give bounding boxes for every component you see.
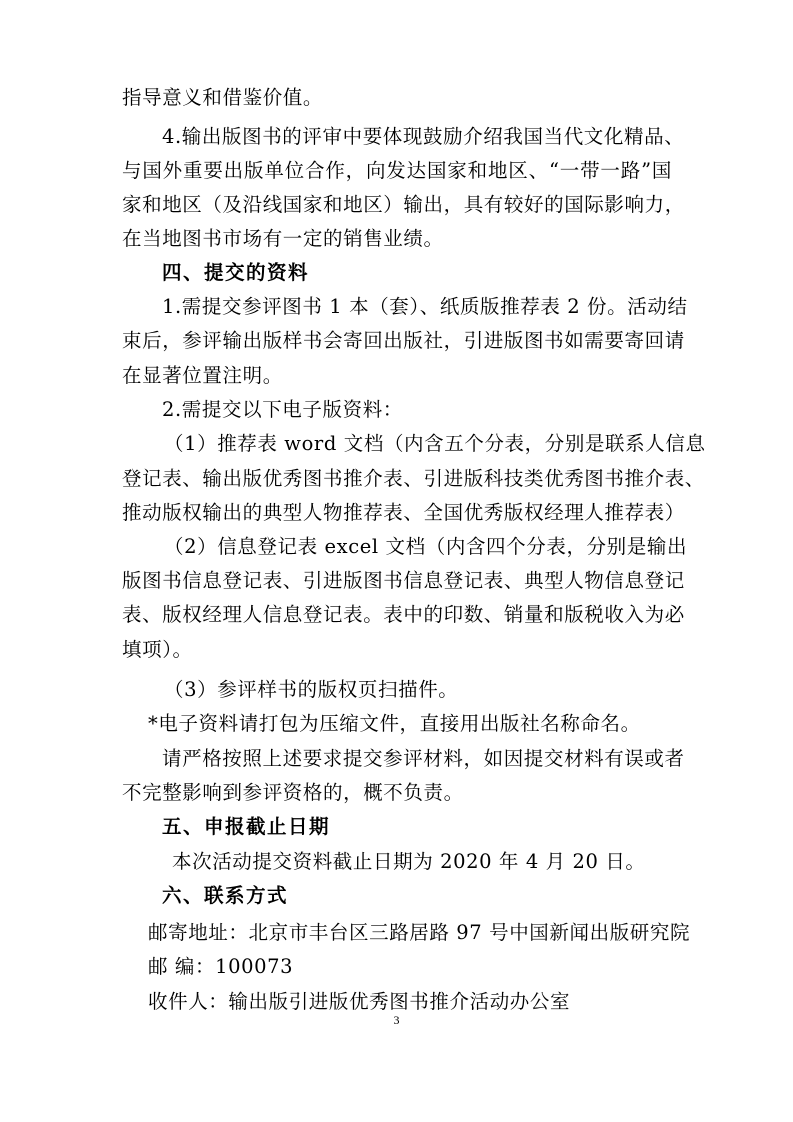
text-line: 本次活动提交资料截止日期为 2020 年 4 月 20 日。 <box>172 850 646 873</box>
text-line: 2.需提交以下电子版资料： <box>162 398 403 421</box>
text-line: 表、版权经理人信息登记表。表中的印数、销量和版税收入为必 <box>122 603 685 626</box>
text-line: 在当地图书市场有一定的销售业绩。 <box>122 227 444 250</box>
text-line: 版图书信息登记表、引进版图书信息登记表、典型人物信息登记 <box>122 569 685 592</box>
text-line: 登记表、输出版优秀图书推介表、引进版科技类优秀图书推介表、 <box>122 467 705 490</box>
text-line: （3）参评样书的版权页扫描件。 <box>164 678 459 701</box>
text-line: 家和地区（及沿线国家和地区）输出，具有较好的国际影响力， <box>122 193 685 216</box>
text-line: 4.输出版图书的评审中要体现鼓励介绍我国当代文化精品、 <box>162 125 685 148</box>
section-heading: 六、联系方式 <box>162 884 289 907</box>
text-line: *电子资料请打包为压缩文件，直接用出版社名称命名。 <box>148 712 641 735</box>
text-line: 填项）。 <box>122 638 193 661</box>
text-line: 推动版权输出的典型人物推荐表、全国优秀版权经理人推荐表） <box>122 501 685 524</box>
text-line: （1）推荐表 word 文档（内含五个分表，分别是联系人信息 <box>164 432 706 455</box>
section-heading: 五、申报截止日期 <box>162 815 331 838</box>
text-line: 邮 编：100073 <box>148 955 294 978</box>
text-line: 1.需提交参评图书 1 本（套）、纸质版推荐表 2 份。活动结 <box>162 295 688 318</box>
text-line: 指导意义和借鉴价值。 <box>122 86 324 109</box>
text-line: 邮寄地址：北京市丰台区三路居路 97 号中国新闻出版研究院 <box>148 921 691 944</box>
text-line: 收件人：输出版引进版优秀图书推介活动办公室 <box>148 990 571 1013</box>
section-heading: 四、提交的资料 <box>162 261 310 284</box>
text-line: 与国外重要出版单位合作，向发达国家和地区、“一带一路”国 <box>122 159 672 182</box>
text-line: 请严格按照上述要求提交参评材料，如因提交材料有误或者 <box>162 747 685 770</box>
text-line: 不完整影响到参评资格的，概不负责。 <box>122 781 464 804</box>
text-line: 束后，参评输出版样书会寄回出版社，引进版图书如需要寄回请 <box>122 329 685 352</box>
text-line: （2）信息登记表 excel 文档（内含四个分表，分别是输出 <box>164 535 688 558</box>
page-number: 3 <box>393 1013 400 1027</box>
text-line: 在显著位置注明。 <box>122 364 283 387</box>
